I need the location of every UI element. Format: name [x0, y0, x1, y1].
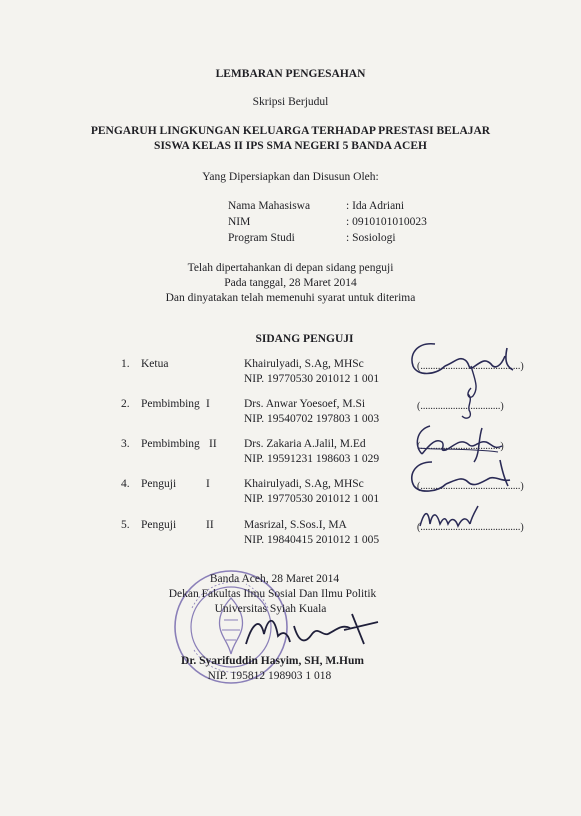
student-name-label: Nama Mahasiswa — [228, 200, 311, 212]
examiner-name: Masrizal, S.Sos.I, MA — [244, 519, 347, 531]
defense-line-2: Pada tanggal, 28 Maret 2014 — [224, 277, 357, 289]
examiner-number: 2. — [121, 398, 130, 410]
committee-title: SIDANG PENGUJI — [255, 333, 354, 345]
signature-line: (........................................) — [417, 361, 524, 372]
defense-line-1: Telah dipertahankan di depan sidang penguji — [187, 262, 394, 274]
examiner-role: Penguji — [141, 478, 177, 490]
signature-chair — [405, 336, 525, 400]
signature-line: (................................) — [417, 441, 504, 452]
page-heading: LEMBARAN PENGESAHAN — [215, 68, 366, 80]
examiner-name: Drs. Anwar Yoesoef, M.Si — [244, 398, 366, 410]
prepared-by-label: Yang Dipersiapkan dan Disusun Oleh: — [202, 171, 379, 183]
examiner-name: Khairulyadi, S.Ag, MHSc — [244, 358, 364, 370]
examiner-role: Ketua — [141, 358, 169, 370]
defense-line-3: Dan dinyatakan telah memenuhi syarat untuk diterima — [165, 292, 416, 304]
examiner-nip: NIP. 19770530 201012 1 001 — [244, 373, 380, 385]
examiner-nip: NIP. 19591231 198603 1 029 — [244, 453, 380, 465]
examiner-nip: NIP. 19770530 201012 1 001 — [244, 493, 380, 505]
signature-line: (........................................) — [417, 481, 524, 492]
examiner-number: 4. — [121, 478, 130, 490]
examiner-name: Khairulyadi, S.Ag, MHSc — [244, 478, 364, 490]
dean-place-date: Banda Aceh, 28 Maret 2014 — [209, 573, 340, 585]
examiner-nip: NIP. 19840415 201012 1 005 — [244, 534, 380, 546]
examiner-role: Pembimbing — [141, 438, 200, 450]
dean-nip: NIP. 195812 198903 1 018 — [207, 670, 332, 682]
thesis-title-line-1: PENGARUH LINGKUNGAN KELUARGA TERHADAP PRESTASI BELAJAR — [90, 125, 491, 137]
examiner-role: Penguji — [141, 519, 177, 531]
examiner-rank: I — [206, 398, 210, 410]
dean-signature — [232, 604, 382, 656]
student-program-label: Program Studi — [228, 232, 295, 244]
examiner-rank: I — [206, 478, 210, 490]
examiner-rank: II — [209, 438, 217, 450]
examiner-number: 3. — [121, 438, 130, 450]
student-nim-value: : 0910101010023 — [346, 216, 427, 228]
signature-examiner-1 — [404, 456, 516, 502]
student-nim-label: NIM — [228, 216, 251, 228]
signature-advisor-1 — [448, 392, 488, 422]
examiner-number: 1. — [121, 358, 130, 370]
student-program-value: : Sosiologi — [346, 232, 396, 244]
examiner-nip: NIP. 19540702 197803 1 003 — [244, 413, 380, 425]
examiner-role: Pembimbing — [141, 398, 200, 410]
examiner-number: 5. — [121, 519, 130, 531]
signature-line: (................................) — [417, 401, 504, 412]
dean-position: Dekan Fakultas Ilmu Sosial Dan Ilmu Politik — [168, 588, 377, 600]
examiner-rank: II — [206, 519, 214, 531]
signature-examiner-2 — [412, 502, 492, 536]
dean-name: Dr. Syarifuddin Hasyim, SH, M.Hum — [181, 655, 364, 667]
page-subheading: Skripsi Berjudul — [252, 96, 329, 108]
student-name-value: : Ida Adriani — [346, 200, 405, 212]
examiner-name: Drs. Zakaria A.Jalil, M.Ed — [244, 438, 366, 450]
thesis-title-line-2: SISWA KELAS II IPS SMA NEGERI 5 BANDA ACEH — [154, 140, 427, 152]
dean-university: Universitas Syiah Kuala — [214, 603, 327, 615]
signature-line: (........................................) — [417, 522, 524, 533]
